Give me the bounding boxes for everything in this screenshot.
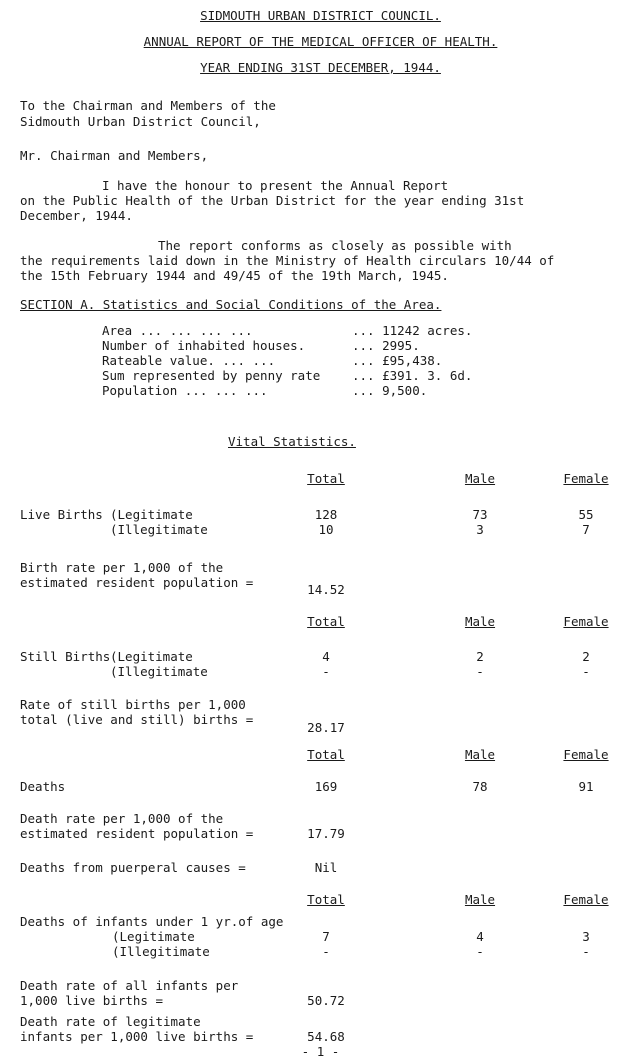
- birth-rate-label-2: estimated resident population =: [20, 575, 254, 590]
- houses-value: ... 2995.: [352, 338, 420, 353]
- area-label: Area ... ... ... ...: [102, 323, 253, 338]
- infant-illeg-female: -: [582, 944, 590, 959]
- still-illegitimate-label: (Illegitimate: [110, 664, 208, 679]
- salutation: Mr. Chairman and Members,: [20, 148, 209, 163]
- still-illeg-male: -: [476, 664, 484, 679]
- col-male: Male: [464, 471, 496, 486]
- still-legitimate-label: (Legitimate: [110, 649, 193, 664]
- address-line-2: Sidmouth Urban District Council,: [20, 114, 261, 129]
- still-rate-label-2: total (live and still) births =: [20, 712, 254, 727]
- live-leg-female: 55: [578, 507, 594, 522]
- still-births-label: Still Births: [20, 649, 111, 664]
- leg-infant-rate-label-1: Death rate of legitimate: [20, 1014, 201, 1029]
- houses-label: Number of inhabited houses.: [102, 338, 306, 353]
- vital-stats-title: Vital Statistics.: [228, 434, 356, 449]
- para2-line1: The report conforms as closely as possible with: [158, 238, 512, 253]
- col-total: Total: [307, 471, 345, 486]
- live-illeg-total: 10: [318, 522, 334, 537]
- report-title: ANNUAL REPORT OF THE MEDICAL OFFICER OF HEALTH.: [143, 34, 498, 49]
- rateable-label: Rateable value. ... ...: [102, 353, 276, 368]
- col-female-3: Female: [563, 747, 609, 762]
- still-illeg-total: -: [322, 664, 330, 679]
- deaths-label: Deaths: [20, 779, 66, 794]
- infant-illegitimate-label: (Illegitimate: [112, 944, 210, 959]
- para1-line2: on the Public Health of the Urban District for the year ending 31st: [20, 193, 525, 208]
- still-rate-label-1: Rate of still births per 1,000: [20, 697, 246, 712]
- col-male-3: Male: [464, 747, 496, 762]
- col-male-2: Male: [464, 614, 496, 629]
- penny-rate-value: ... £391. 3. 6d.: [352, 368, 473, 383]
- col-female: Female: [563, 471, 609, 486]
- still-rate-value: 28.17: [307, 720, 345, 735]
- rateable-value: ... £95,438.: [352, 353, 443, 368]
- population-value: ... 9,500.: [352, 383, 428, 398]
- still-leg-total: 4: [322, 649, 330, 664]
- address-line-1: To the Chairman and Members of the: [20, 98, 276, 113]
- council-title: SIDMOUTH URBAN DISTRICT COUNCIL.: [200, 8, 441, 23]
- still-leg-female: 2: [582, 649, 590, 664]
- report-year: YEAR ENDING 31ST DECEMBER, 1944.: [200, 60, 441, 75]
- live-illeg-female: 7: [582, 522, 590, 537]
- para1-line1: I have the honour to present the Annual Report: [102, 178, 449, 193]
- para2-line2: the requirements laid down in the Ministry of Health circulars 10/44 of: [20, 253, 555, 268]
- infant-leg-total: 7: [322, 929, 330, 944]
- birth-rate-value: 14.52: [307, 582, 345, 597]
- death-rate-value: 17.79: [307, 826, 345, 841]
- infant-rate-value: 50.72: [307, 993, 345, 1008]
- col-male-4: Male: [464, 892, 496, 907]
- penny-rate-label: Sum represented by penny rate: [102, 368, 321, 383]
- col-total-3: Total: [307, 747, 345, 762]
- deaths-male: 78: [472, 779, 488, 794]
- infant-leg-male: 4: [476, 929, 484, 944]
- deaths-female: 91: [578, 779, 594, 794]
- infant-legitimate-label: (Legitimate: [112, 929, 195, 944]
- puerperal-value: Nil: [314, 860, 338, 875]
- page-number: - 1 -: [301, 1044, 340, 1059]
- death-rate-label-2: estimated resident population =: [20, 826, 254, 841]
- infant-illeg-male: -: [476, 944, 484, 959]
- col-female-4: Female: [563, 892, 609, 907]
- infant-rate-label-1: Death rate of all infants per: [20, 978, 239, 993]
- live-births-label: Live Births: [20, 507, 103, 522]
- leg-infant-rate-value: 54.68: [307, 1029, 345, 1044]
- infant-deaths-label: Deaths of infants under 1 yr.of age: [20, 914, 284, 929]
- live-legitimate-label: (Legitimate: [110, 507, 193, 522]
- section-a-title: SECTION A. Statistics and Social Conditions of the Area.: [20, 297, 442, 312]
- death-rate-label-1: Death rate per 1,000 of the: [20, 811, 224, 826]
- para1-line3: December, 1944.: [20, 208, 133, 223]
- population-label: Population ... ... ...: [102, 383, 268, 398]
- live-leg-total: 128: [314, 507, 338, 522]
- live-illeg-male: 3: [476, 522, 484, 537]
- puerperal-label: Deaths from puerperal causes =: [20, 860, 246, 875]
- col-female-2: Female: [563, 614, 609, 629]
- col-total-4: Total: [307, 892, 345, 907]
- infant-rate-label-2: 1,000 live births =: [20, 993, 163, 1008]
- col-total-2: Total: [307, 614, 345, 629]
- area-value: ... 11242 acres.: [352, 323, 473, 338]
- live-illegitimate-label: (Illegitimate: [110, 522, 208, 537]
- still-leg-male: 2: [476, 649, 484, 664]
- still-illeg-female: -: [582, 664, 590, 679]
- infant-leg-female: 3: [582, 929, 590, 944]
- deaths-total: 169: [314, 779, 338, 794]
- infant-illeg-total: -: [322, 944, 330, 959]
- para2-line3: the 15th February 1944 and 49/45 of the 19th March, 1945.: [20, 268, 449, 283]
- leg-infant-rate-label-2: infants per 1,000 live births =: [20, 1029, 254, 1044]
- birth-rate-label-1: Birth rate per 1,000 of the: [20, 560, 224, 575]
- live-leg-male: 73: [472, 507, 488, 522]
